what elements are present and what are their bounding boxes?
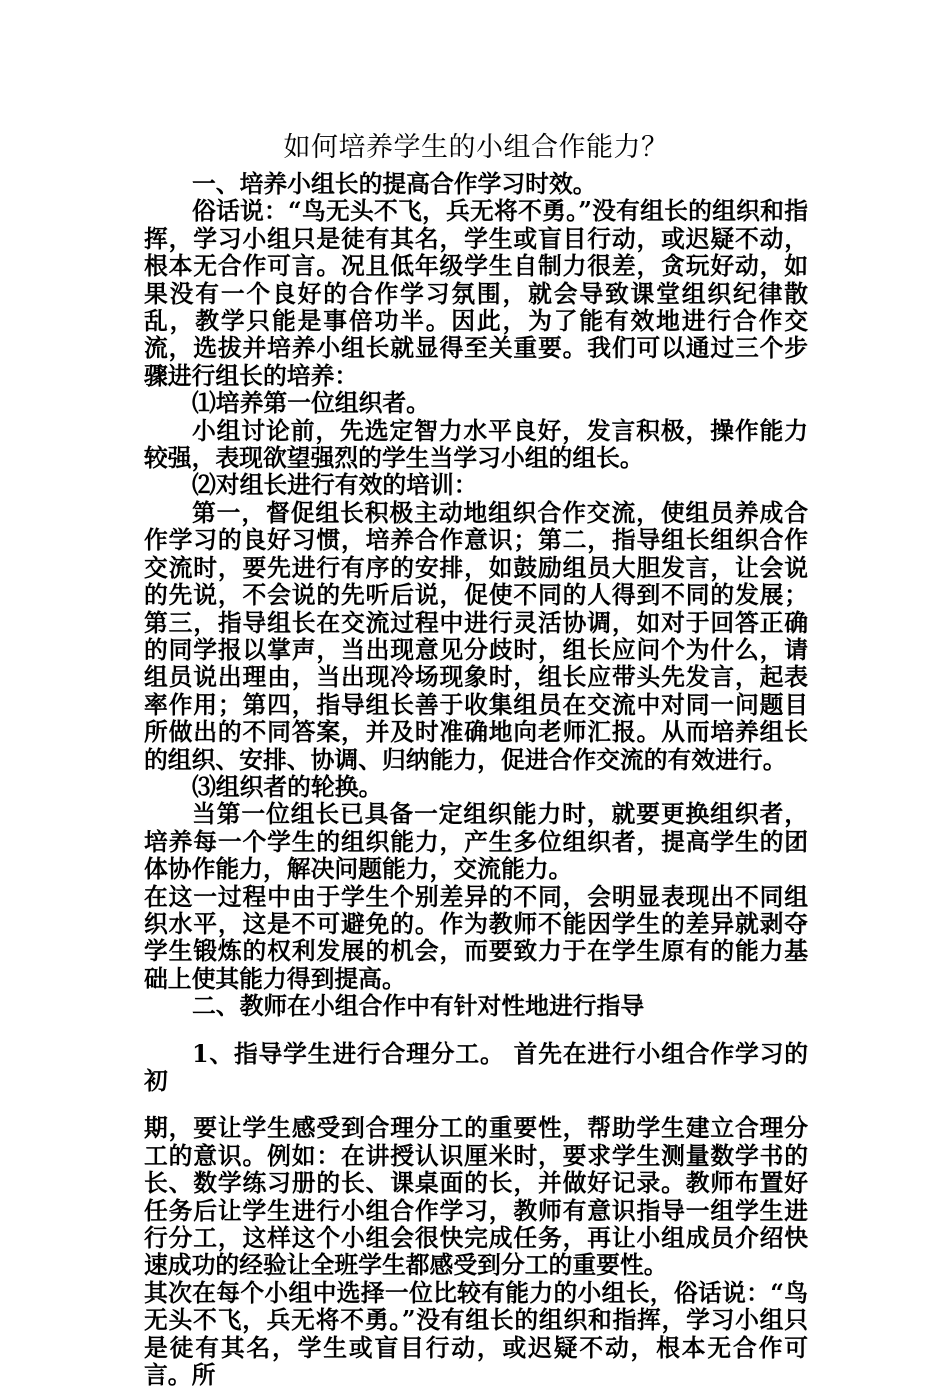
- section-heading-1: 一、培养小组长的提高合作学习时效。: [192, 170, 597, 198]
- paragraph-step-1: 小组讨论前，先选定智力水平良好，发言积极，操作能力较强，表现欲望强烈的学生当学习小组的组长。: [144, 416, 808, 473]
- step-heading-1: ⑴培养第一位组织者。: [192, 389, 430, 418]
- section-heading-2: 二、教师在小组合作中有针对性地进行指导: [192, 992, 645, 1021]
- paragraph-intro: 俗话说：“鸟无头不飞，兵无将不勇。”没有组长的组织和指挥，学习小组只是徒有其名，学生或盲目行动，或迟疑不动，根本无合作可言。况且低年级学生自制力很差，贪玩好动，如果没有一个良好的合作学习氛围，就会导致课堂组织纪律散乱，教学只能是事倍功半。因此，为了能有效地进行合作交流，选拔并培养小组长就显得至关重要。我们可以通过三个步骤进行组长的培养：: [144, 197, 808, 390]
- step-heading-3: ⑶组织者的轮换。: [192, 772, 383, 801]
- paragraph-division-example: 期，要让学生感受到合理分工的重要性，帮助学生建立合理分工的意识。例如：在讲授认识厘米时，要求学生测量数学书的长、数学练习册的长、课桌面的长，并做好记录。教师布置好任务后让学生进行小组合作学习，教师有意识指导一组学生进行分工，这样这个小组会很快完成任务，再让小组成员介绍快速成功的经验让全班学生都感受到分工的重要性。: [144, 1114, 808, 1280]
- paragraph-group-leader: 其次在每个小组中选择一位比较有能力的小组长，俗话说：“鸟无头不飞，兵无将不勇。”没有组长的组织和指挥，学习小组只是徒有其名，学生或盲目行动，或迟疑不动，根本无合作可言。所: [144, 1278, 808, 1389]
- paragraph-step-3: 当第一位组长已具备一定组织能力时，就要更换组织者，培养每一个学生的组织能力，产生多位组织者，提高学生的团体协作能力，解决问题能力，交流能力。: [144, 800, 808, 884]
- page-title: 如何培养学生的小组合作能力？: [283, 132, 669, 163]
- paragraph-step-2: 第一，督促组长积极主动地组织合作交流，使组员养成合作学习的良好习惯，培养合作意识；第二，指导组长组织合作交流时，要先进行有序的安排，如鼓励组员大胆发言，让会说的先说，不会说的先听后说，促使不同的人得到不同的发展；第三，指导组长在交流过程中进行灵活协调，如对于回答正确的同学报以掌声，当出现意见分歧时，组长应问个为什么，请组员说出理由，当出现冷场现象时，组长应带头先发言，起表率作用；第四，指导组长善于收集组员在交流中对同一问题目所做出的不同答案，并及时准确地向老师汇报。从而培养组长的组织、安排、协调、归纳能力，促进合作交流的有效进行。: [144, 498, 808, 774]
- document-body: [144, 128, 808, 1389]
- step-heading-2: ⑵对组长进行有效的培训：: [192, 471, 478, 500]
- subheading-division-of-labor: 1、指导学生进行合理分工。 首先在进行小组合作学习的初: [144, 1039, 808, 1095]
- paragraph-process: 在这一过程中由于学生个别差异的不同，会明显表现出不同组织水平，这是不可避免的。作为教师不能因学生的差异就剥夺学生锻炼的权利发展的机会，而要致力于在学生原有的能力基础上使其能力得到提高。: [144, 882, 808, 993]
